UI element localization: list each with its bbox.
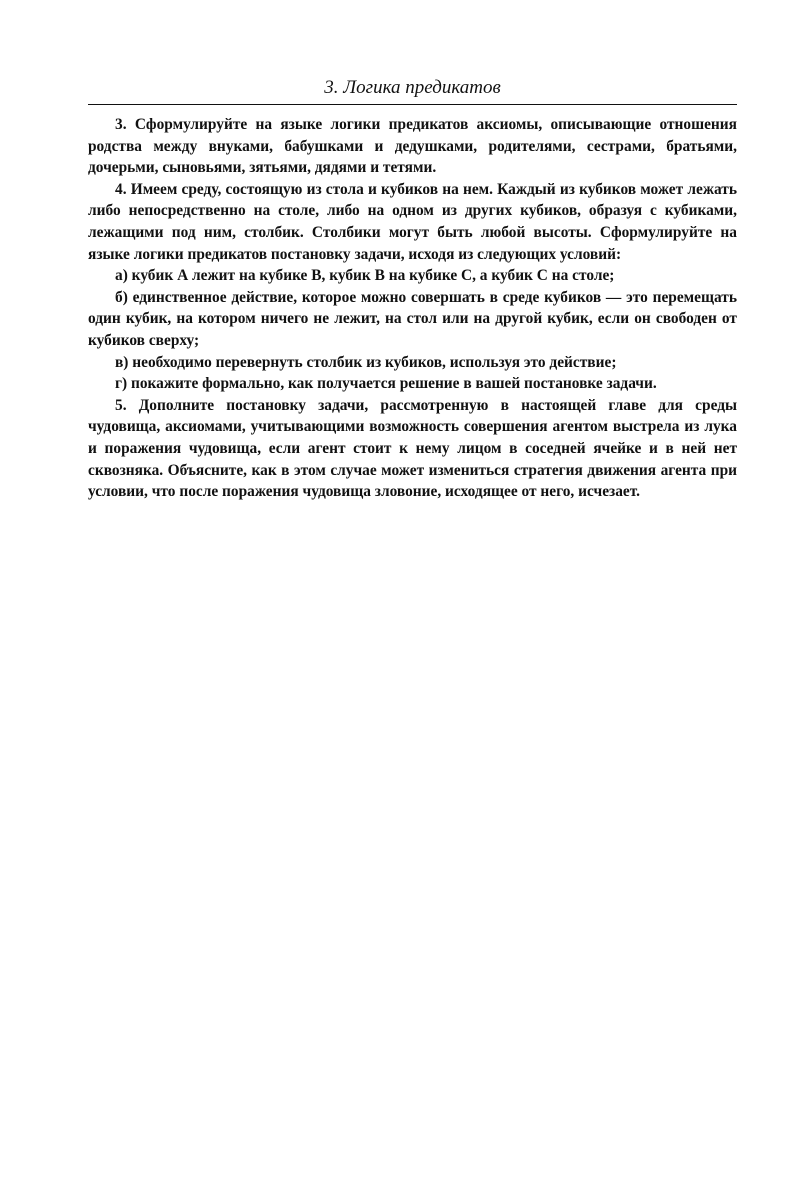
exercise-4b-paragraph: б) единственное действие, которое можно совершать в среде кубиков — это перемещать один кубик, на котором ничего не лежит, на стол или на другой кубик, если он свободен от кубиков сверху; xyxy=(88,288,737,349)
exercise-4-paragraph: 4. Имеем среду, состоящую из стола и кубиков на нем. Каждый из кубиков может лежать либо непосредственно на столе, либо на одном из других кубиков, образуя с кубиками, лежащими под ним, столбик. Столбики могут быть любой высоты. Сформулируйте на языке логики предикатов постановку задачи, исходя из следующих условий: xyxy=(88,180,737,263)
book-page xyxy=(88,76,737,503)
running-head-title: 3. Логика предикатов xyxy=(88,76,737,105)
exercise-4c-paragraph: в) необходимо перевернуть столбик из кубиков, используя это действие; xyxy=(115,353,617,371)
exercise-3-paragraph: 3. Сформулируйте на языке логики предикатов аксиомы, описывающие отношения родства между внуками, бабушками и дедушками, родителями, сестрами, братьями, дочерьми, сыновьями, зятьями, дядями и тетями. xyxy=(88,116,737,177)
exercise-5-paragraph: 5. Дополните постановку задачи, рассмотренную в настоящей главе для среды чудовища, аксиомами, учитывающими возможность совершения агентом выстрела из лука и поражения чудовища, если агент стоит к нему лицом в соседней ячейке и в ней нет сквозняка. Объясните, как в этом случае может измениться стратегия движения агента при условии, что после поражения чудовища зловоние, исходящее от него, исчезает. xyxy=(88,396,737,501)
exercise-4d-paragraph: г) покажите формально, как получается решение в вашей постановке задачи. xyxy=(115,375,657,393)
exercise-list xyxy=(88,114,737,503)
exercise-4a-paragraph: а) кубик А лежит на кубике В, кубик В на кубике С, а кубик С на столе; xyxy=(115,267,615,285)
